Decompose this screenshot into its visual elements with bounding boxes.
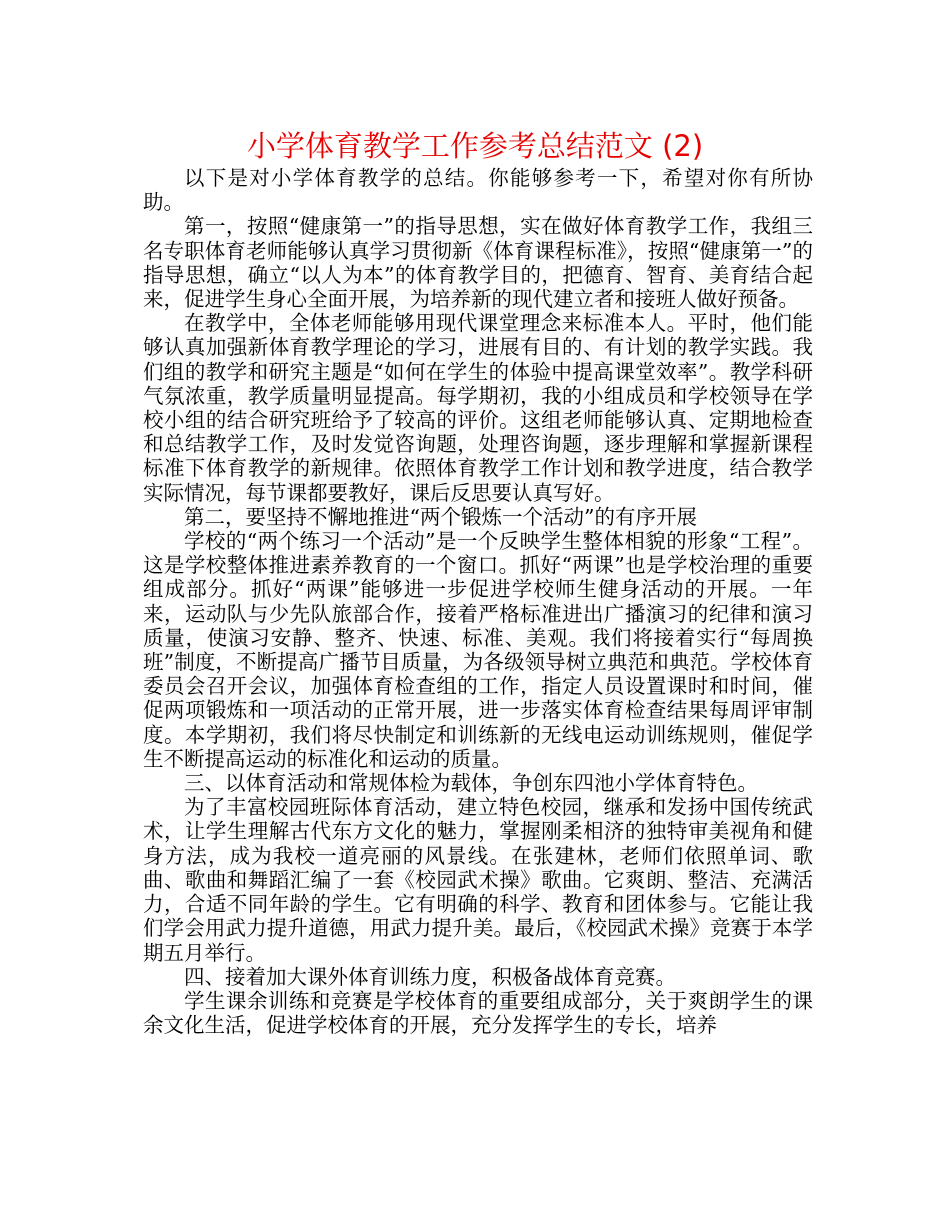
paragraph-intro: 以下是对小学体育教学的总结。你能够参考一下，希望对你有所协助。 [143, 166, 813, 215]
paragraph-section-one: 第一，按照“健康第一”的指导思想，实在做好体育教学工作，我组三名专职体育老师能够认真学习贯彻新《体育课程标准》，按照“健康第一”的指导思想，确立“以人为本”的体育教学目的，把德育、智育、美育结合起来，促进学生身心全面开展，为培养新的现代建立者和接班人做好预备。 [143, 214, 813, 312]
paragraph-two-exercises: 学校的“两个练习一个活动”是一个反映学生整体相貌的形象“工程”。这是学校整体推进素养教育的一个窗口。抓好“两课”也是学校治理的重要组成部分。抓好“两课”能够进一步促进学校师生健身活动的开展。一年来，运动队与少先队旅部合作，接着严格标准进出广播演习的纪律和演习质量，使演习安静、整齐、快速、标准、美观。我们将接着实行“每周换班”制度，不断提高广播节目质量，为各级领导树立典范和典范。学校体育委员会召开会议，加强体育检查组的工作，指定人员设置课时和时间，催促两项锻炼和一项活动的正常开展，进一步落实体育检查结果每周评审制度。本学期初，我们将尽快制定和训练新的无线电运动训练规则，催促学生不断提高运动的标准化和运动的质量。 [143, 529, 813, 771]
paragraph-section-four-heading: 四、接着加大课外体育训练力度，积极备战体育竞赛。 [184, 964, 676, 989]
paragraph-training: 学生课余训练和竞赛是学校体育的重要组成部分，关于爽朗学生的课余文化生活，促进学校体育的开展，充分发挥学生的专长，培养 [143, 988, 813, 1038]
paragraph-teaching: 在教学中，全体老师能够用现代课堂理念来标准本人。平时，他们能够认真加强新体育教学理论的学习，进展有目的、有计划的教学实践。我们组的教学和研究主题是“如何在学生的体验中提高课堂效率”。教学科研气氛浓重，教学质量明显提高。每学期初，我的小组成员和学校领导在学校小组的结合研究班给予了较高的评价。这组老师能够认真、定期地检查和总结教学工作，及时发觉咨询题，处理咨询题，逐步理解和掌握新课程标准下体育教学的新规律。依照体育教学工作计划和教学进度，结合教学实际情况，每节课都要教好，课后反思要认真写好。 [143, 311, 813, 505]
paragraph-martial-arts: 为了丰富校园班际体育活动，建立特色校园，继承和发扬中国传统武术，让学生理解古代东方文化的魅力，掌握刚柔相济的独特审美视角和健身方法，成为我校一道亮丽的风景线。在张建林，老师们依照单词、歌曲、歌曲和舞蹈汇编了一套《校园武术操》歌曲。它爽朗、整洁、充满活力，合适不同年龄的学生。它有明确的科学、教育和团体参与。它能让我们学会用武力提升道德，用武力提升美。最后，《校园武术操》竞赛于本学期五月举行。 [143, 795, 813, 965]
document-body [143, 166, 813, 1037]
paragraph-section-two-heading: 第二，要坚持不懈地推进“两个锻炼一个活动”的有序开展 [184, 504, 697, 529]
document-title: 小学体育教学工作参考总结范文 (2) [246, 129, 704, 163]
paragraph-section-three-heading: 三、以体育活动和常规体检为载体，争创东四池小学体育特色。 [184, 771, 758, 796]
